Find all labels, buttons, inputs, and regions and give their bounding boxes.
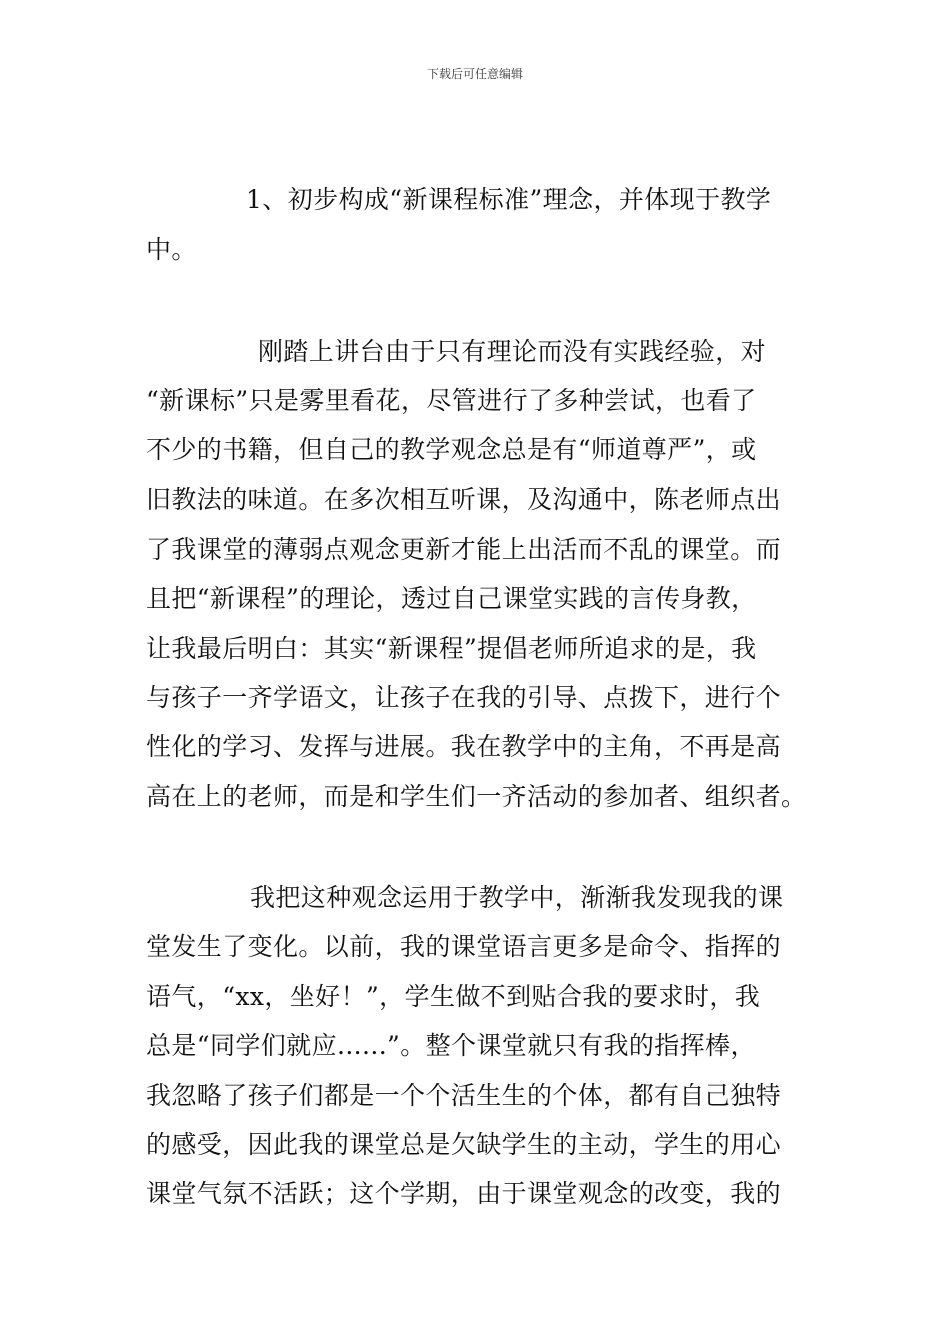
paragraph-3-line-1: 我把这种观念运用于教学中，渐渐我发现我的课 — [250, 883, 784, 912]
paragraph-1-line-1: 1、初步构成“新课程标准”理念，并体现于教学 — [246, 185, 772, 214]
paragraph-2-line-9: 性化的学习、发挥与进展。我在教学中的主角，不再是高 — [146, 732, 782, 761]
page-header-note: 下载后可任意编辑 — [426, 67, 523, 81]
paragraph-3-line-7: 课堂气氛不活跃；这个学期，由于课堂观念的改变，我的 — [146, 1179, 782, 1208]
paragraph-2-line-2: “新课标”只是雾里看花，尽管进行了多种尝试，也看了 — [146, 386, 757, 415]
paragraph-3-line-5: 我忽略了孩子们都是一个个活生生的个体，都有自己独特 — [146, 1081, 782, 1110]
paragraph-2-line-7: 让我最后明白：其实“新课程”提倡老师所追求的是，我 — [146, 634, 757, 663]
paragraph-3-line-6: 的感受，因此我的课堂总是欠缺学生的主动，学生的用心 — [146, 1130, 782, 1159]
paragraph-3-line-2: 堂发生了变化。以前，我的课堂语言更多是命令、指挥的 — [146, 932, 782, 961]
paragraph-2-line-10: 高在上的老师，而是和学生们一齐活动的参加者、组织者。 — [146, 782, 807, 811]
paragraph-2-line-8: 与孩子一齐学语文，让孩子在我的引导、点拨下，进行个 — [146, 683, 782, 712]
paragraph-3-line-4: 总是“同学们就应......”。整个课堂就只有我的指挥棒， — [146, 1031, 756, 1060]
paragraph-2-line-5: 了我课堂的薄弱点观念更新才能上出活而不乱的课堂。而 — [146, 535, 782, 564]
paragraph-1-line-2: 中。 — [146, 235, 197, 264]
paragraph-2-line-6: 且把“新课程”的理论，透过自己课堂实践的言传身教， — [146, 584, 757, 613]
paragraph-2-line-4: 旧教法的味道。在多次相互听课，及沟通中，陈老师点出 — [146, 485, 782, 514]
paragraph-2-line-1: 刚踏上讲台由于只有理论而没有实践经验，对 — [258, 337, 767, 366]
paragraph-3-line-3: 语气，“xx，坐好！”，学生做不到贴合我的要求时，我 — [146, 982, 761, 1011]
paragraph-2-line-3: 不少的书籍，但自己的教学观念总是有“师道尊严”，或 — [146, 435, 757, 464]
